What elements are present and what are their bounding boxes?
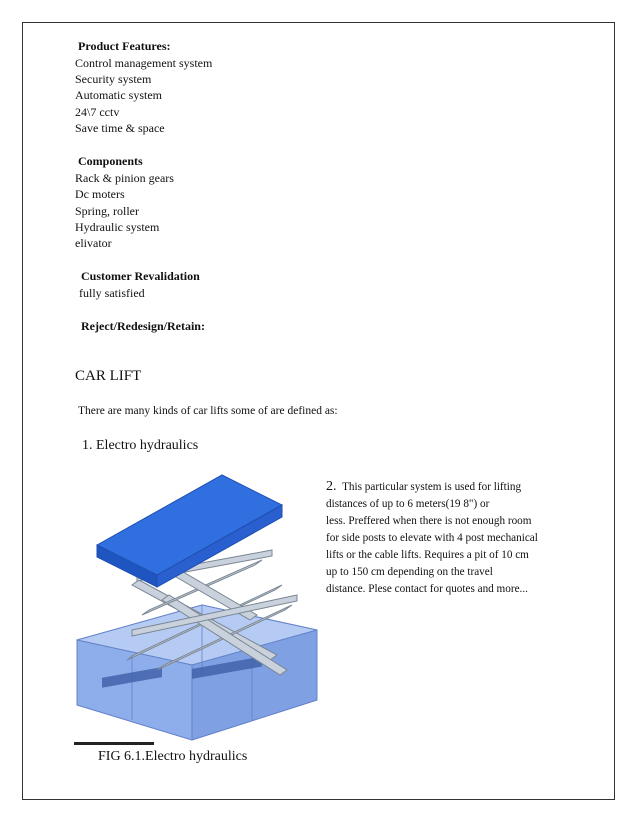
paragraph-text: This particular system is used for lifting [342,481,522,493]
component-item: Spring, roller [75,204,139,218]
paragraph-line-3: less. Preffered when there is not enough room [326,515,532,527]
paragraph-line-1 [326,478,566,496]
reject-heading: Reject/Redesign/Retain: [81,319,205,333]
list-number-2: 2. [326,479,337,494]
component-item: Rack & pinion gears [75,171,174,185]
revalidation-heading: Customer Revalidation [81,269,200,283]
components-heading: Components [78,154,143,168]
paragraph-line-5: lifts or the cable lifts. Requires a pit of 10 cm [326,549,529,561]
section-title: CAR LIFT [75,368,142,384]
feature-item: Control management system [75,56,213,70]
paragraph-line-4: for side posts to elevate with 4 post mechanical [326,532,538,544]
component-item: Dc moters [75,187,125,201]
caption-rule [74,742,154,745]
feature-item: Security system [75,72,152,86]
list-item-1: 1. Electro hydraulics [82,438,199,453]
description-paragraph [326,478,566,598]
paragraph-line-7: distance. Plese contact for quotes and more... [326,583,528,595]
feature-item: Save time & space [75,121,165,135]
revalidation-value: fully satisfied [79,286,145,300]
feature-item: Automatic system [75,88,162,102]
feature-item: 24\7 cctv [75,105,120,119]
paragraph-line-6: up to 150 cm depending on the travel [326,566,493,578]
intro-text: There are many kinds of car lifts some of are defined as: [78,405,338,417]
paragraph-line-2: distances of up to 6 meters(19 8") or [326,498,490,510]
component-item: Hydraulic system [75,220,160,234]
features-heading: Product Features: [78,39,171,53]
scissor-lift-illustration [72,465,322,745]
component-item: elivator [75,236,112,250]
figure-caption: FIG 6.1.Electro hydraulics [98,749,248,764]
